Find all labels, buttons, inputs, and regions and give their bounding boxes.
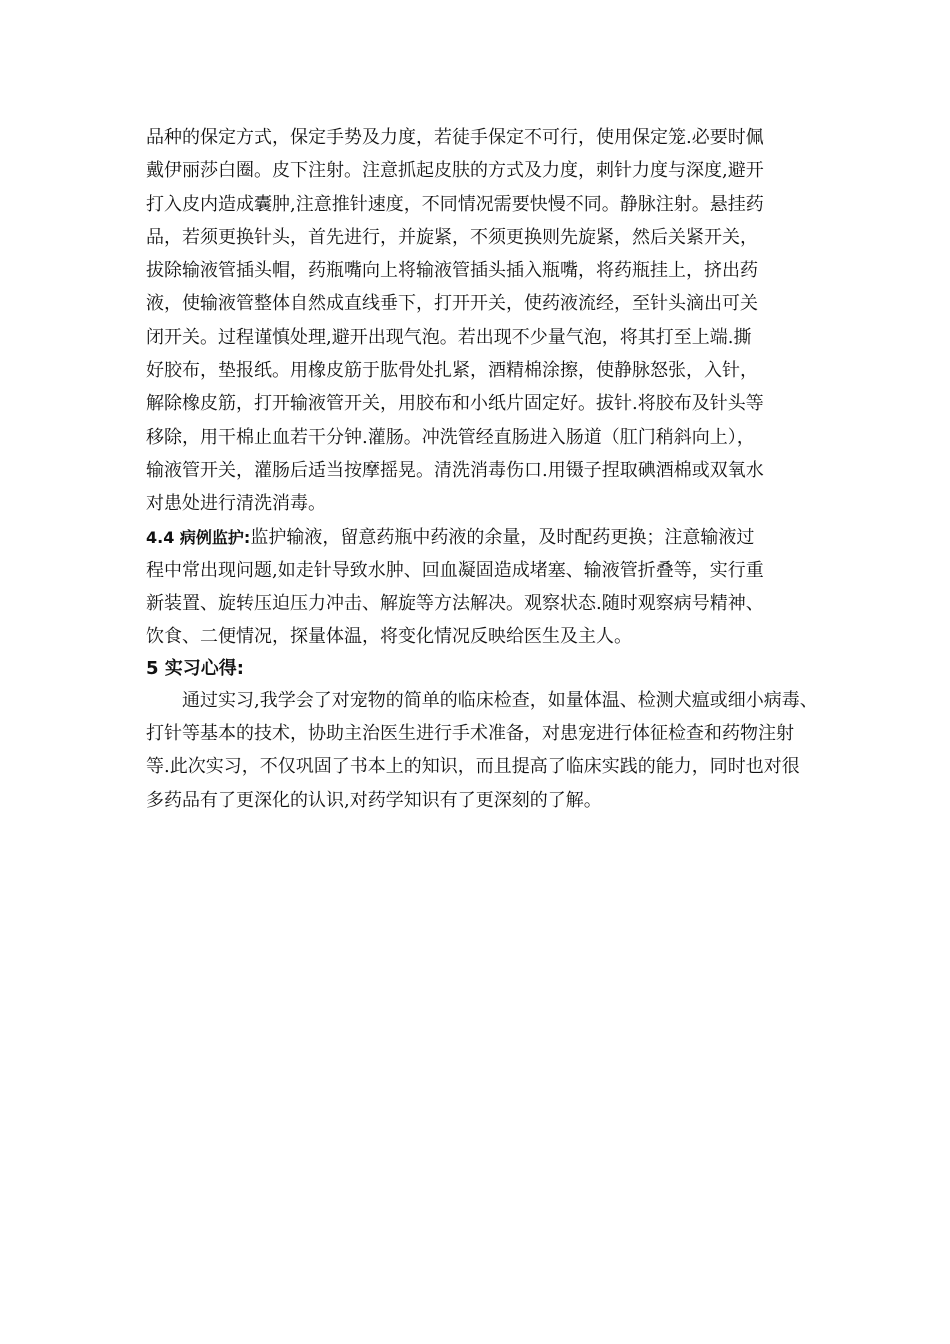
- text-line: 等.此次实习，不仅巩固了书本上的知识，而且提高了临床实践的能力，同时也对很: [146, 756, 800, 778]
- section-heading: 5 实习心得:: [146, 657, 244, 679]
- text-line: 品种的保定方式，保定手势及力度，若徒手保定不可行，使用保定笼.必要时佩: [146, 127, 764, 148]
- text-line: 打针等基本的技术，协助主治医生进行手术准备，对患宠进行体征检查和药物注射: [146, 723, 794, 745]
- text-line: 品，若须更换针头，首先进行，并旋紧，不须更换则先旋紧，然后关紧开关，: [146, 226, 758, 248]
- text-line: 戴伊丽莎白圈。皮下注射。注意抓起皮肤的方式及力度，刺针力度与深度,避开: [146, 160, 764, 182]
- text-line: 好胶布，垫报纸。用橡皮筋于肱骨处扎紧，酒精棉涂擦，使静脉怒张，入针，: [146, 360, 758, 382]
- section-label: 4.4 病例监护:: [146, 527, 251, 547]
- document-body: [146, 121, 846, 817]
- text-line: 解除橡皮筋，打开输液管开关，用胶布和小纸片固定好。拔针.将胶布及针头等: [146, 393, 764, 415]
- text-line: 对患处进行清洗消毒。: [146, 493, 326, 515]
- text-line: [146, 521, 846, 554]
- text-line: 闭开关。过程谨慎处理,避开出现气泡。若出现不少量气泡，将其打至上端.撕: [146, 326, 752, 348]
- text-line: 程中常出现问题,如走针导致水肿、回血凝固造成堵塞、输液管折叠等，实行重: [146, 559, 764, 581]
- text-line: 通过实习,我学会了对宠物的简单的临床检查，如量体温、检测犬瘟或细小病毒、: [182, 689, 818, 711]
- text-line: 多药品有了更深化的认识,对药学知识有了更深刻的了解。: [146, 789, 602, 811]
- section-first-line: 监护输液，留意药瓶中药液的余量，及时配药更换；注意输液过: [250, 526, 755, 548]
- paragraph-procedures: [146, 121, 846, 521]
- text-line: 饮食、二便情况，探量体温，将变化情况反映给医生及主人。: [146, 626, 632, 648]
- section-internship-reflection: [146, 654, 846, 817]
- text-line: 液，使输液管整体自然成直线垂下，打开开关，使药液流经，至针头滴出可关: [146, 293, 758, 315]
- text-line: 拔除输液管插头帽，药瓶嘴向上将输液管插头插入瓶嘴，将药瓶挂上，挤出药: [146, 260, 758, 282]
- text-line: 输液管开关，灌肠后适当按摩摇晃。清洗消毒伤口.用镊子捏取碘酒棉或双氧水: [146, 459, 764, 481]
- text-line: 新装置、旋转压迫压力冲击、解旋等方法解决。观察状态.随时观察病号精神、: [146, 593, 764, 615]
- section-case-monitoring: [146, 521, 846, 654]
- text-line: 移除，用干棉止血若干分钟.灌肠。冲洗管经直肠进入肠道（肛门稍斜向上），: [146, 426, 755, 448]
- text-line: 打入皮内造成囊肿,注意推针速度，不同情况需要快慢不同。静脉注射。悬挂药: [146, 193, 764, 215]
